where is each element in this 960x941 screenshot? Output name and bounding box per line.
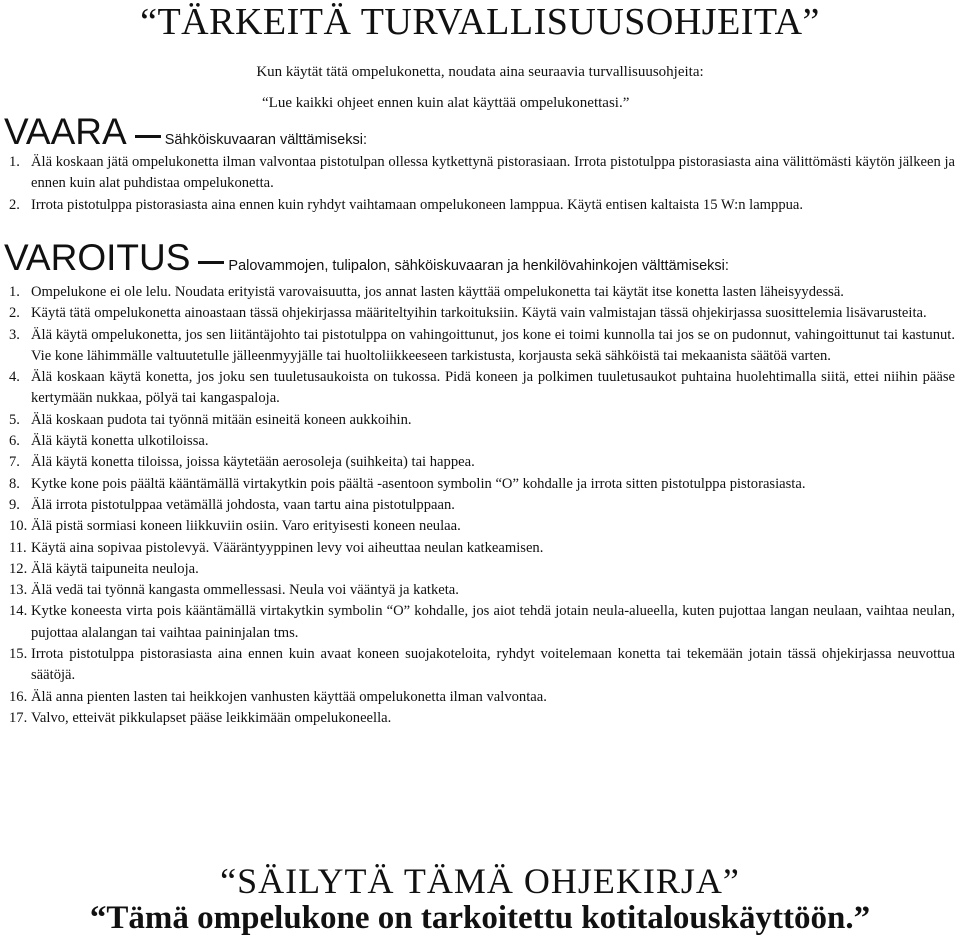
list-item-text: Älä käytä taipuneita neuloja. bbox=[31, 560, 199, 577]
list-item-text: Ompelukone ei ole lelu. Noudata erityistä varovaisuutta, jos annat lasten käyttää ompelukonetta tai käytät itse konetta lasten läheisyydessä. bbox=[31, 284, 844, 300]
list-item-text: Älä koskaan jätä ompelukonetta ilman valvontaa pistotulpan ollessa kytkettynä pistorasiaan. Irrota pistotulppa pistorasiasta aina välittömästi käytön jälkeen ja ennen kuin alat puhdistaa ompelukonetta. bbox=[31, 154, 955, 192]
list-item-number: 1. bbox=[9, 154, 20, 170]
household-use-note: “Tämä ompelukone on tarkoitettu kotitalouskäyttöön.” bbox=[89, 900, 871, 936]
list-item bbox=[9, 538, 955, 559]
danger-heading-row bbox=[4, 112, 367, 152]
list-item-text: Irrota pistotulppa pistorasiasta aina ennen kuin ryhdyt vaihtamaan ompelukoneen lamppua. Käytä entisen kaltaista 15 W:n lamppua. bbox=[31, 196, 804, 213]
list-item-number: 2. bbox=[9, 196, 20, 213]
list-item bbox=[9, 474, 955, 495]
list-item-text: Kytke koneesta virta pois kääntämällä virtakytkin symbolin “O” kohdalle, jos aiot tehdä jotain neula-alueella, kuten pujottaa langan neulaan, vaihtaa neulan, pujottaa alalangan tai vaihtaa paininjalan tms. bbox=[31, 603, 955, 641]
list-item bbox=[9, 559, 955, 580]
list-item bbox=[9, 601, 955, 644]
list-item-number: 5. bbox=[9, 411, 20, 428]
list-item bbox=[9, 410, 955, 431]
read-all-notice: “Lue kaikki ohjeet ennen kuin alat käyttää ompelukonettasi.” bbox=[262, 95, 630, 111]
warning-heading-row bbox=[4, 238, 729, 278]
list-item bbox=[9, 303, 955, 324]
list-item-text: Älä vedä tai työnnä kangasta ommellessasi. Neula voi vääntyä ja katketa. bbox=[31, 582, 459, 599]
list-item bbox=[9, 325, 955, 368]
list-item bbox=[9, 367, 955, 410]
list-item-number: 15. bbox=[9, 646, 28, 663]
warning-list bbox=[9, 282, 955, 729]
list-item-number: 14. bbox=[9, 603, 28, 620]
list-item-text: Älä käytä konetta ulkotiloissa. bbox=[31, 433, 209, 450]
list-item bbox=[9, 687, 955, 708]
list-item-text: Käytä tätä ompelukonetta ainoastaan tässä ohjekirjassa määriteltyihin tarkoituksiin. Käytä vain valmistajan tässä ohjekirjassa suosittelemia lisävarusteita. bbox=[31, 305, 927, 322]
list-item-text: Älä käytä konetta tiloissa, joissa käytetään aerosoleja (suihkeita) tai happea. bbox=[31, 454, 475, 471]
danger-heading: VAARA bbox=[4, 111, 127, 152]
list-item-number: 16. bbox=[9, 688, 28, 705]
warning-subheading: Palovammojen, tulipalon, sähköiskuvaaran ja henkilövahinkojen välttämiseksi: bbox=[228, 258, 729, 274]
list-item bbox=[9, 495, 955, 516]
heading-dash bbox=[198, 261, 224, 264]
list-item-number: 3. bbox=[9, 326, 20, 343]
list-item-number: 11. bbox=[9, 539, 27, 556]
intro-text: Kun käytät tätä ompelukonetta, noudata aina seuraavia turvallisuusohjeita: bbox=[256, 64, 704, 80]
list-item-text: Älä koskaan pudota tai työnnä mitään esineitä koneen aukkoihin. bbox=[31, 411, 412, 428]
heading-dash bbox=[135, 135, 161, 138]
list-item-text: Älä irrota pistotulppaa vetämällä johdosta, vaan tartu aina pistotulppaan. bbox=[31, 496, 455, 513]
list-item-number: 13. bbox=[9, 582, 28, 599]
list-item bbox=[9, 431, 955, 452]
warning-heading: VAROITUS bbox=[4, 237, 191, 278]
list-item-text: Älä anna pienten lasten tai heikkojen vanhusten käyttää ompelukonetta ilman valvontaa. bbox=[31, 688, 547, 705]
list-item bbox=[9, 152, 955, 195]
list-item-text: Valvo, etteivät pikkulapset pääse leikkimään ompelukoneella. bbox=[31, 709, 392, 726]
list-item-text: Käytä aina sopivaa pistolevyä. Vääräntyyppinen levy voi aiheuttaa neulan katkeamisen. bbox=[31, 539, 544, 556]
list-item bbox=[9, 516, 955, 537]
list-item-text: Älä koskaan käytä konetta, jos joku sen tuuletusaukoista on tukossa. Pidä koneen ja polkimen tuuletusaukot puhtaina huolehtimalla siitä, ettei niihin pääse kertymään nukkaa, pölyä tai kangaspaloja. bbox=[31, 369, 955, 407]
list-item-text: Älä pistä sormiasi koneen liikkuviin osiin. Varo erityisesti koneen neulaa. bbox=[31, 518, 461, 535]
list-item-number: 1. bbox=[9, 284, 20, 300]
page-title: “TÄRKEITÄ TURVALLISUUSOHJEITA” bbox=[140, 1, 820, 43]
list-item-number: 9. bbox=[9, 496, 20, 513]
list-item-number: 4. bbox=[9, 369, 20, 386]
list-item-number: 6. bbox=[9, 433, 20, 450]
list-item bbox=[9, 708, 955, 729]
list-item-number: 10. bbox=[9, 518, 28, 535]
list-item-number: 7. bbox=[9, 454, 20, 471]
list-item bbox=[9, 195, 955, 216]
list-item-number: 17. bbox=[9, 709, 28, 726]
save-manual-title: “SÄILYTÄ TÄMÄ OHJEKIRJA” bbox=[220, 861, 740, 901]
list-item-number: 12. bbox=[9, 560, 28, 577]
list-item bbox=[9, 282, 955, 303]
list-item-text: Irrota pistotulppa pistorasiasta aina ennen kuin avaat koneen suojakoteloita, ryhdyt voitelemaan konetta tai tekemään jotain tässä ohjekirjassa neuvottua säätöjä. bbox=[31, 646, 955, 684]
danger-list bbox=[9, 152, 955, 216]
danger-subheading: Sähköiskuvaaran välttämiseksi: bbox=[164, 132, 367, 148]
list-item-text: Kytke kone pois päältä kääntämällä virtakytkin pois päältä -asentoon symbolin “O” kohdalle ja irrota sitten pistotulppa pistorasiasta. bbox=[31, 475, 806, 492]
list-item bbox=[9, 452, 955, 473]
list-item-number: 8. bbox=[9, 475, 20, 492]
list-item-text: Älä käytä ompelukonetta, jos sen liitäntäjohto tai pistotulppa on vahingoittunut, jos kone ei toimi kunnolla tai jos se on pudonnut, vahingoittunut tai kastunut. Vie kone lähimmälle valtuutetulle jälleenmyyjälle tai huoltoliikkeeseen tarkistusta, korjausta sekä sähköistä tai mekaanista säätöä varten. bbox=[31, 326, 955, 364]
list-item bbox=[9, 580, 955, 601]
list-item bbox=[9, 644, 955, 687]
list-item-number: 2. bbox=[9, 305, 20, 322]
